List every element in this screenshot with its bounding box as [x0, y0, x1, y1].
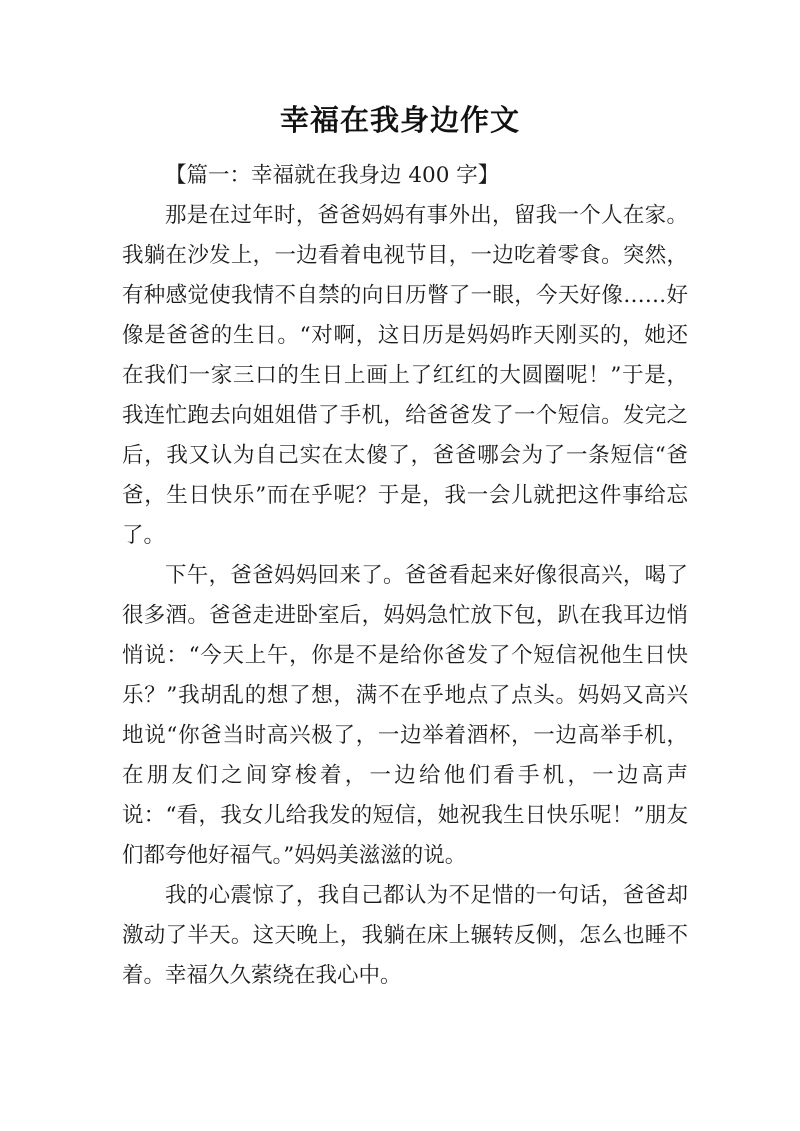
document-title: 幸福在我身边作文: [279, 103, 520, 137]
paragraph-2: 下午，爸爸妈妈回来了。爸爸看起来好像很高兴，喝了很多酒。爸爸走进卧室后，妈妈急忙放下包，趴在我耳边悄悄说：“今天上午，你是不是给你爸发了个短信祝他生日快乐？”我胡乱的想了想，满不在乎地点了点头。妈妈又高兴地说“你爸当时高兴极了，一边举着酒杯，一边高举手机，在朋友们之间穿梭着，一边给他们看手机，一边高声说：“看，我女儿给我发的短信，她祝我生日快乐呢！”朋友们都夸他好福气。”妈妈美滋滋的说。: [122, 563, 688, 868]
paragraph-1: 那是在过年时，爸爸妈妈有事外出，留我一个人在家。我躺在沙发上，一边看着电视节目，一边吃着零食。突然，有种感觉使我情不自禁的向日历瞥了一眼，今天好像……好像是爸爸的生日。“对啊，这日历是妈妈昨天刚买的，她还在我们一家三口的生日上画上了红红的大圆圈呢！”于是，我连忙跑去向姐姐借了手机，给爸爸发了一个短信。发完之后，我又认为自己实在太傻了，爸爸哪会为了一条短信“爸爸，生日快乐”而在乎呢？于是，我一会儿就把这件事给忘了。: [122, 203, 688, 548]
paragraph-3: 我的心震惊了，我自己都认为不足惜的一句话，爸爸却激动了半天。这天晚上，我躺在床上辗转反侧，怎么也睡不着。幸福久久萦绕在我心中。: [122, 883, 688, 988]
document-body: [122, 156, 688, 996]
section-heading: 【篇一：幸福就在我身边 400 字】: [165, 163, 500, 188]
